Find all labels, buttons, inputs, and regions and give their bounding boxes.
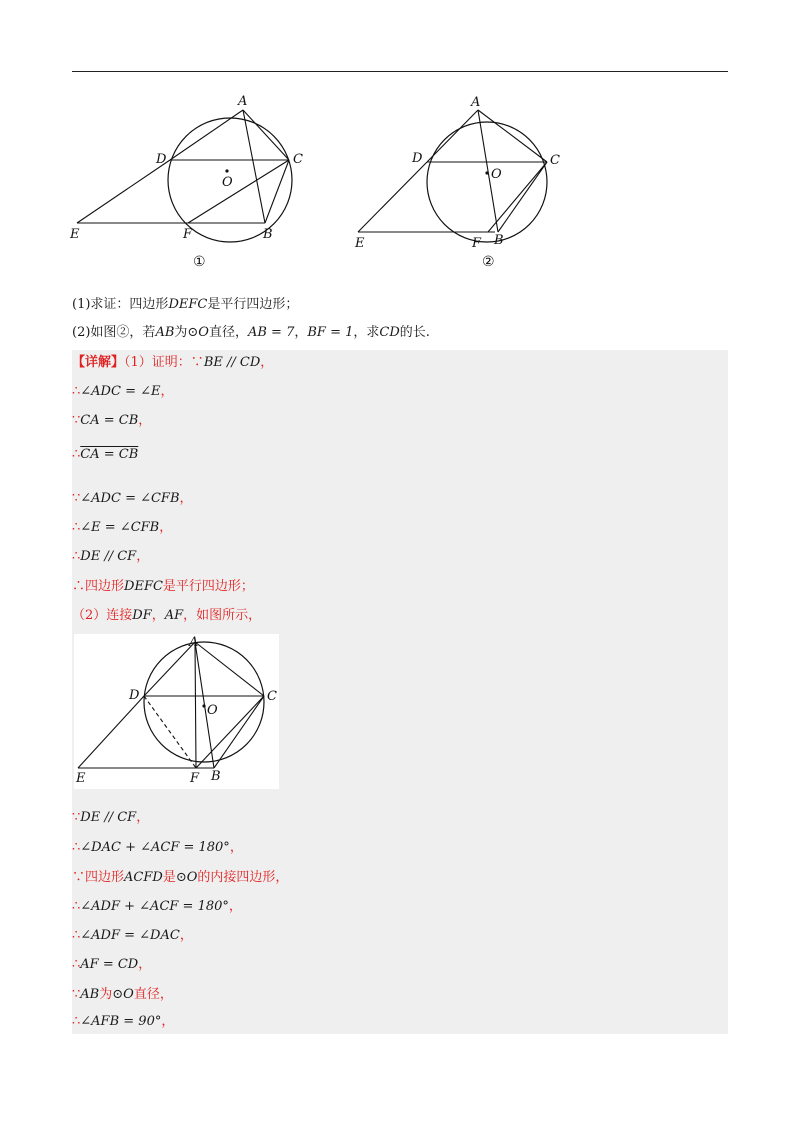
solution-line: ∵四边形ACFD是⊙O的内接四边形， <box>72 870 289 885</box>
segment-ad <box>427 110 478 162</box>
label-a: A <box>189 635 199 650</box>
figure-1 <box>65 90 325 275</box>
label-e: E <box>70 227 80 242</box>
label-c: C <box>267 689 277 704</box>
solution-line: ∴CA = CB <box>72 447 139 462</box>
header-rule <box>72 71 728 72</box>
label-d: D <box>412 151 423 166</box>
solution-part-2-intro: （2）连接DF，AF，如图所示， <box>72 608 262 623</box>
label-o: O <box>491 167 502 182</box>
segment-ac <box>243 110 289 160</box>
segment-de <box>78 696 144 768</box>
label-a: A <box>238 94 248 109</box>
solution-line: ∵CA = CB， <box>72 413 152 428</box>
segment-cf <box>188 160 289 223</box>
segment-ac <box>478 110 547 162</box>
label-f: F <box>190 771 200 786</box>
solution-line: ∴∠ADF = ∠DAC， <box>72 928 193 943</box>
figure-3 <box>74 634 279 789</box>
label-e: E <box>355 236 365 251</box>
caption-2: ② <box>482 254 495 270</box>
label-o: O <box>222 175 233 190</box>
center-dot <box>485 171 488 174</box>
label-d: D <box>129 688 140 703</box>
label-b: B <box>263 227 273 242</box>
center-dot <box>202 704 205 707</box>
segment-cb <box>265 160 289 223</box>
segment-de <box>358 162 427 232</box>
label-c: C <box>550 153 560 168</box>
solution-line: ∴∠ADC = ∠E， <box>72 384 174 399</box>
label-f: F <box>472 236 482 251</box>
segment-ad <box>144 642 195 696</box>
figure-2 <box>350 90 580 275</box>
solution-line: ∵∠ADC = ∠CFB， <box>72 491 193 506</box>
solution-line: ∴∠DAC + ∠ACF = 180°， <box>72 840 243 855</box>
solution-conclusion: ∴四边形DEFC是平行四边形； <box>72 579 254 594</box>
segment-de <box>77 160 170 223</box>
question-part-1: (1)求证：四边形DEFC是平行四边形； <box>72 297 299 312</box>
label-e: E <box>76 771 86 786</box>
label-a: A <box>471 95 481 110</box>
label-f: F <box>183 227 193 242</box>
segment-cb <box>498 162 547 232</box>
solution-line: ∴AF = CD， <box>72 957 152 972</box>
label-b: B <box>494 233 504 248</box>
label-b: B <box>211 769 221 784</box>
caption-1: ① <box>193 254 206 270</box>
solution-line: ∵DE // CF， <box>72 810 150 825</box>
solution-line: ∴DE // CF， <box>72 549 150 564</box>
circle-o <box>427 122 547 242</box>
solution-line: ∵AB为⊙O直径， <box>72 987 173 1002</box>
solution-line: ∴∠ADF + ∠ACF = 180°， <box>72 899 242 914</box>
question-part-2: (2)如图②，若AB为⊙O直径，AB = 7，BF = 1，求CD的长. <box>72 325 430 340</box>
segment-ad <box>170 110 243 160</box>
label-c: C <box>293 152 303 167</box>
center-dot <box>225 169 228 172</box>
label-d: D <box>156 152 167 167</box>
solution-header: 【详解】（1）证明：∵BE // CD， <box>72 355 274 370</box>
solution-line: ∴∠AFB = 90°， <box>72 1014 175 1029</box>
label-o: O <box>207 703 218 718</box>
solution-line: ∴∠E = ∠CFB， <box>72 520 173 535</box>
segment-af <box>195 642 196 768</box>
